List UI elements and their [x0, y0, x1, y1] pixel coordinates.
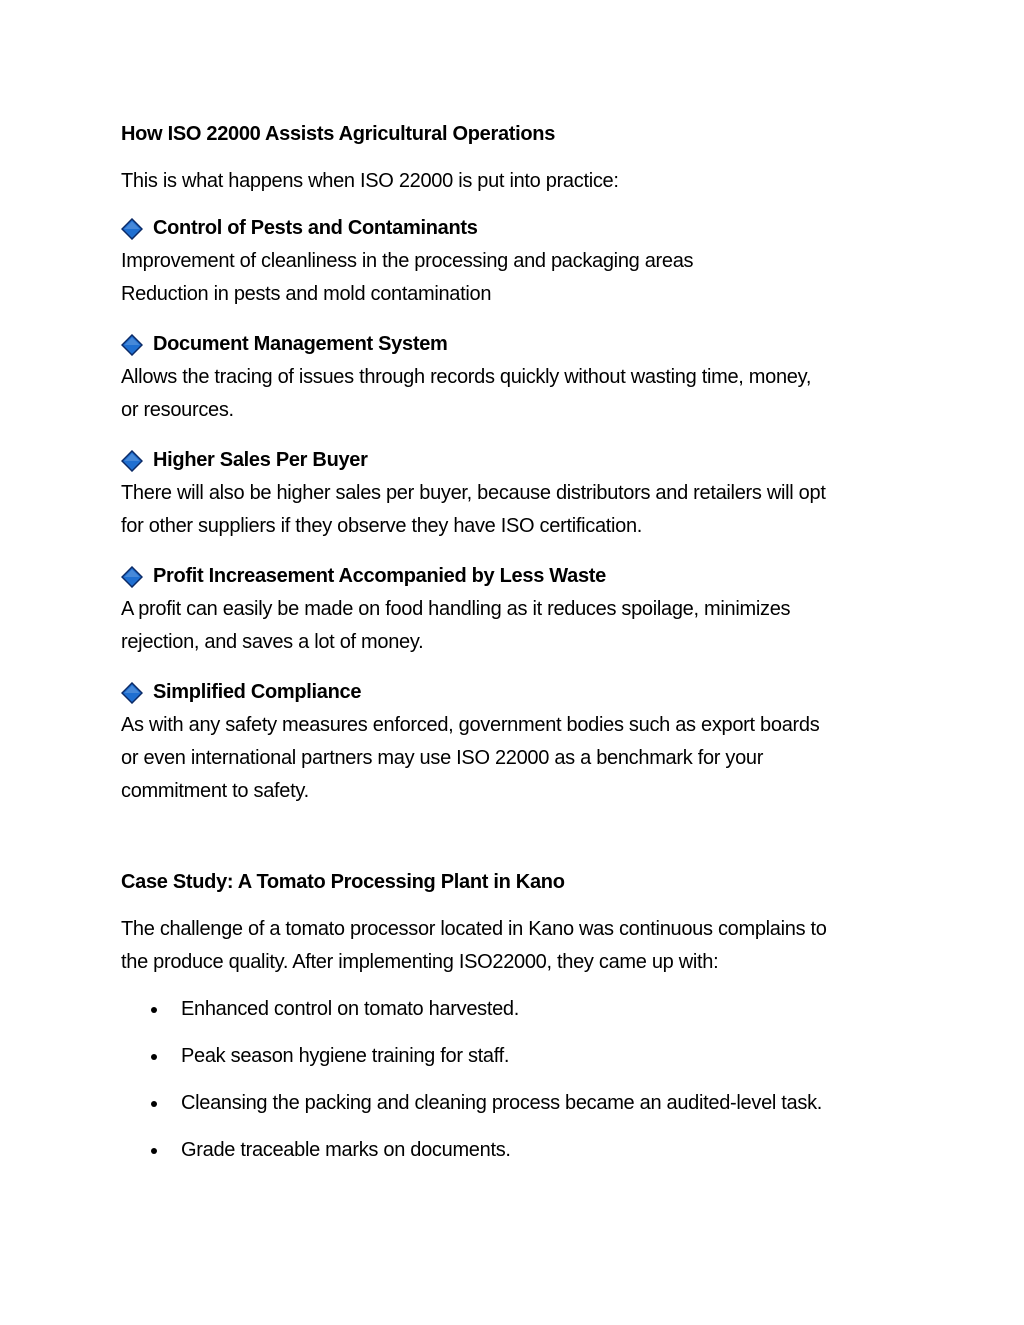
feature-text-line: A profit can easily be made on food handling as it reduces spoilage, minimizes — [121, 598, 791, 620]
feature-title-row — [121, 212, 921, 245]
feature-text-line: There will also be higher sales per buyer, because distributors and retailers will opt — [121, 482, 826, 504]
feature-item — [121, 444, 921, 543]
list-item — [121, 993, 921, 1026]
feature-item — [121, 328, 921, 427]
feature-title: Profit Increasement Accompanied by Less Waste — [153, 565, 606, 587]
feature-title: Control of Pests and Contaminants — [153, 217, 478, 239]
case-study-text — [121, 913, 921, 979]
bullet-icon — [151, 1054, 157, 1060]
list-item-text: Enhanced control on tomato harvested. — [181, 998, 520, 1020]
feature-text-line: Reduction in pests and mold contamination — [121, 283, 492, 305]
feature-title-row — [121, 328, 921, 361]
feature-title-row — [121, 560, 921, 593]
feature-text-line: As with any safety measures enforced, government bodies such as export boards — [121, 714, 820, 736]
feature-list — [121, 212, 921, 808]
list-item — [121, 1040, 921, 1073]
feature-text-line: Allows the tracing of issues through records quickly without wasting time, money, — [121, 366, 812, 388]
case-study-text-line: The challenge of a tomato processor located in Kano was continuous complains to — [121, 918, 827, 940]
list-item-text: Peak season hygiene training for staff. — [181, 1045, 510, 1067]
blue-diamond-icon — [121, 334, 143, 356]
bullet-icon — [151, 1007, 157, 1013]
intro-text: This is what happens when ISO 22000 is put into practice: — [121, 170, 619, 192]
bullet-icon — [151, 1148, 157, 1154]
case-study-title: Case Study: A Tomato Processing Plant in Kano — [121, 871, 565, 893]
bullet-icon — [151, 1101, 157, 1107]
list-item-text: Cleansing the packing and cleaning process became an audited-level task. — [181, 1092, 823, 1114]
feature-title: Document Management System — [153, 333, 448, 355]
feature-title: Higher Sales Per Buyer — [153, 449, 368, 471]
feature-title-row — [121, 444, 921, 477]
section-heading: How ISO 22000 Assists Agricultural Operations — [121, 123, 556, 145]
feature-text-line: or resources. — [121, 399, 234, 421]
case-study-bullet-list — [121, 993, 921, 1167]
blue-diamond-icon — [121, 450, 143, 472]
blue-diamond-icon — [121, 682, 143, 704]
feature-item — [121, 212, 921, 311]
feature-text-line: Improvement of cleanliness in the processing and packaging areas — [121, 250, 694, 272]
list-item — [121, 1134, 921, 1167]
document-page — [121, 118, 921, 1181]
feature-item — [121, 676, 921, 808]
feature-text-line: or even international partners may use ISO 22000 as a benchmark for your — [121, 747, 764, 769]
case-study-text-line: the produce quality. After implementing ISO22000, they came up with: — [121, 951, 719, 973]
blue-diamond-icon — [121, 566, 143, 588]
list-item-text: Grade traceable marks on documents. — [181, 1139, 511, 1161]
feature-text-line: for other suppliers if they observe they have ISO certification. — [121, 515, 643, 537]
blue-diamond-icon — [121, 218, 143, 240]
feature-title-row — [121, 676, 921, 709]
list-item — [121, 1087, 921, 1120]
feature-item — [121, 560, 921, 659]
feature-text-line: commitment to safety. — [121, 780, 309, 802]
feature-text-line: rejection, and saves a lot of money. — [121, 631, 424, 653]
feature-title: Simplified Compliance — [153, 681, 362, 703]
